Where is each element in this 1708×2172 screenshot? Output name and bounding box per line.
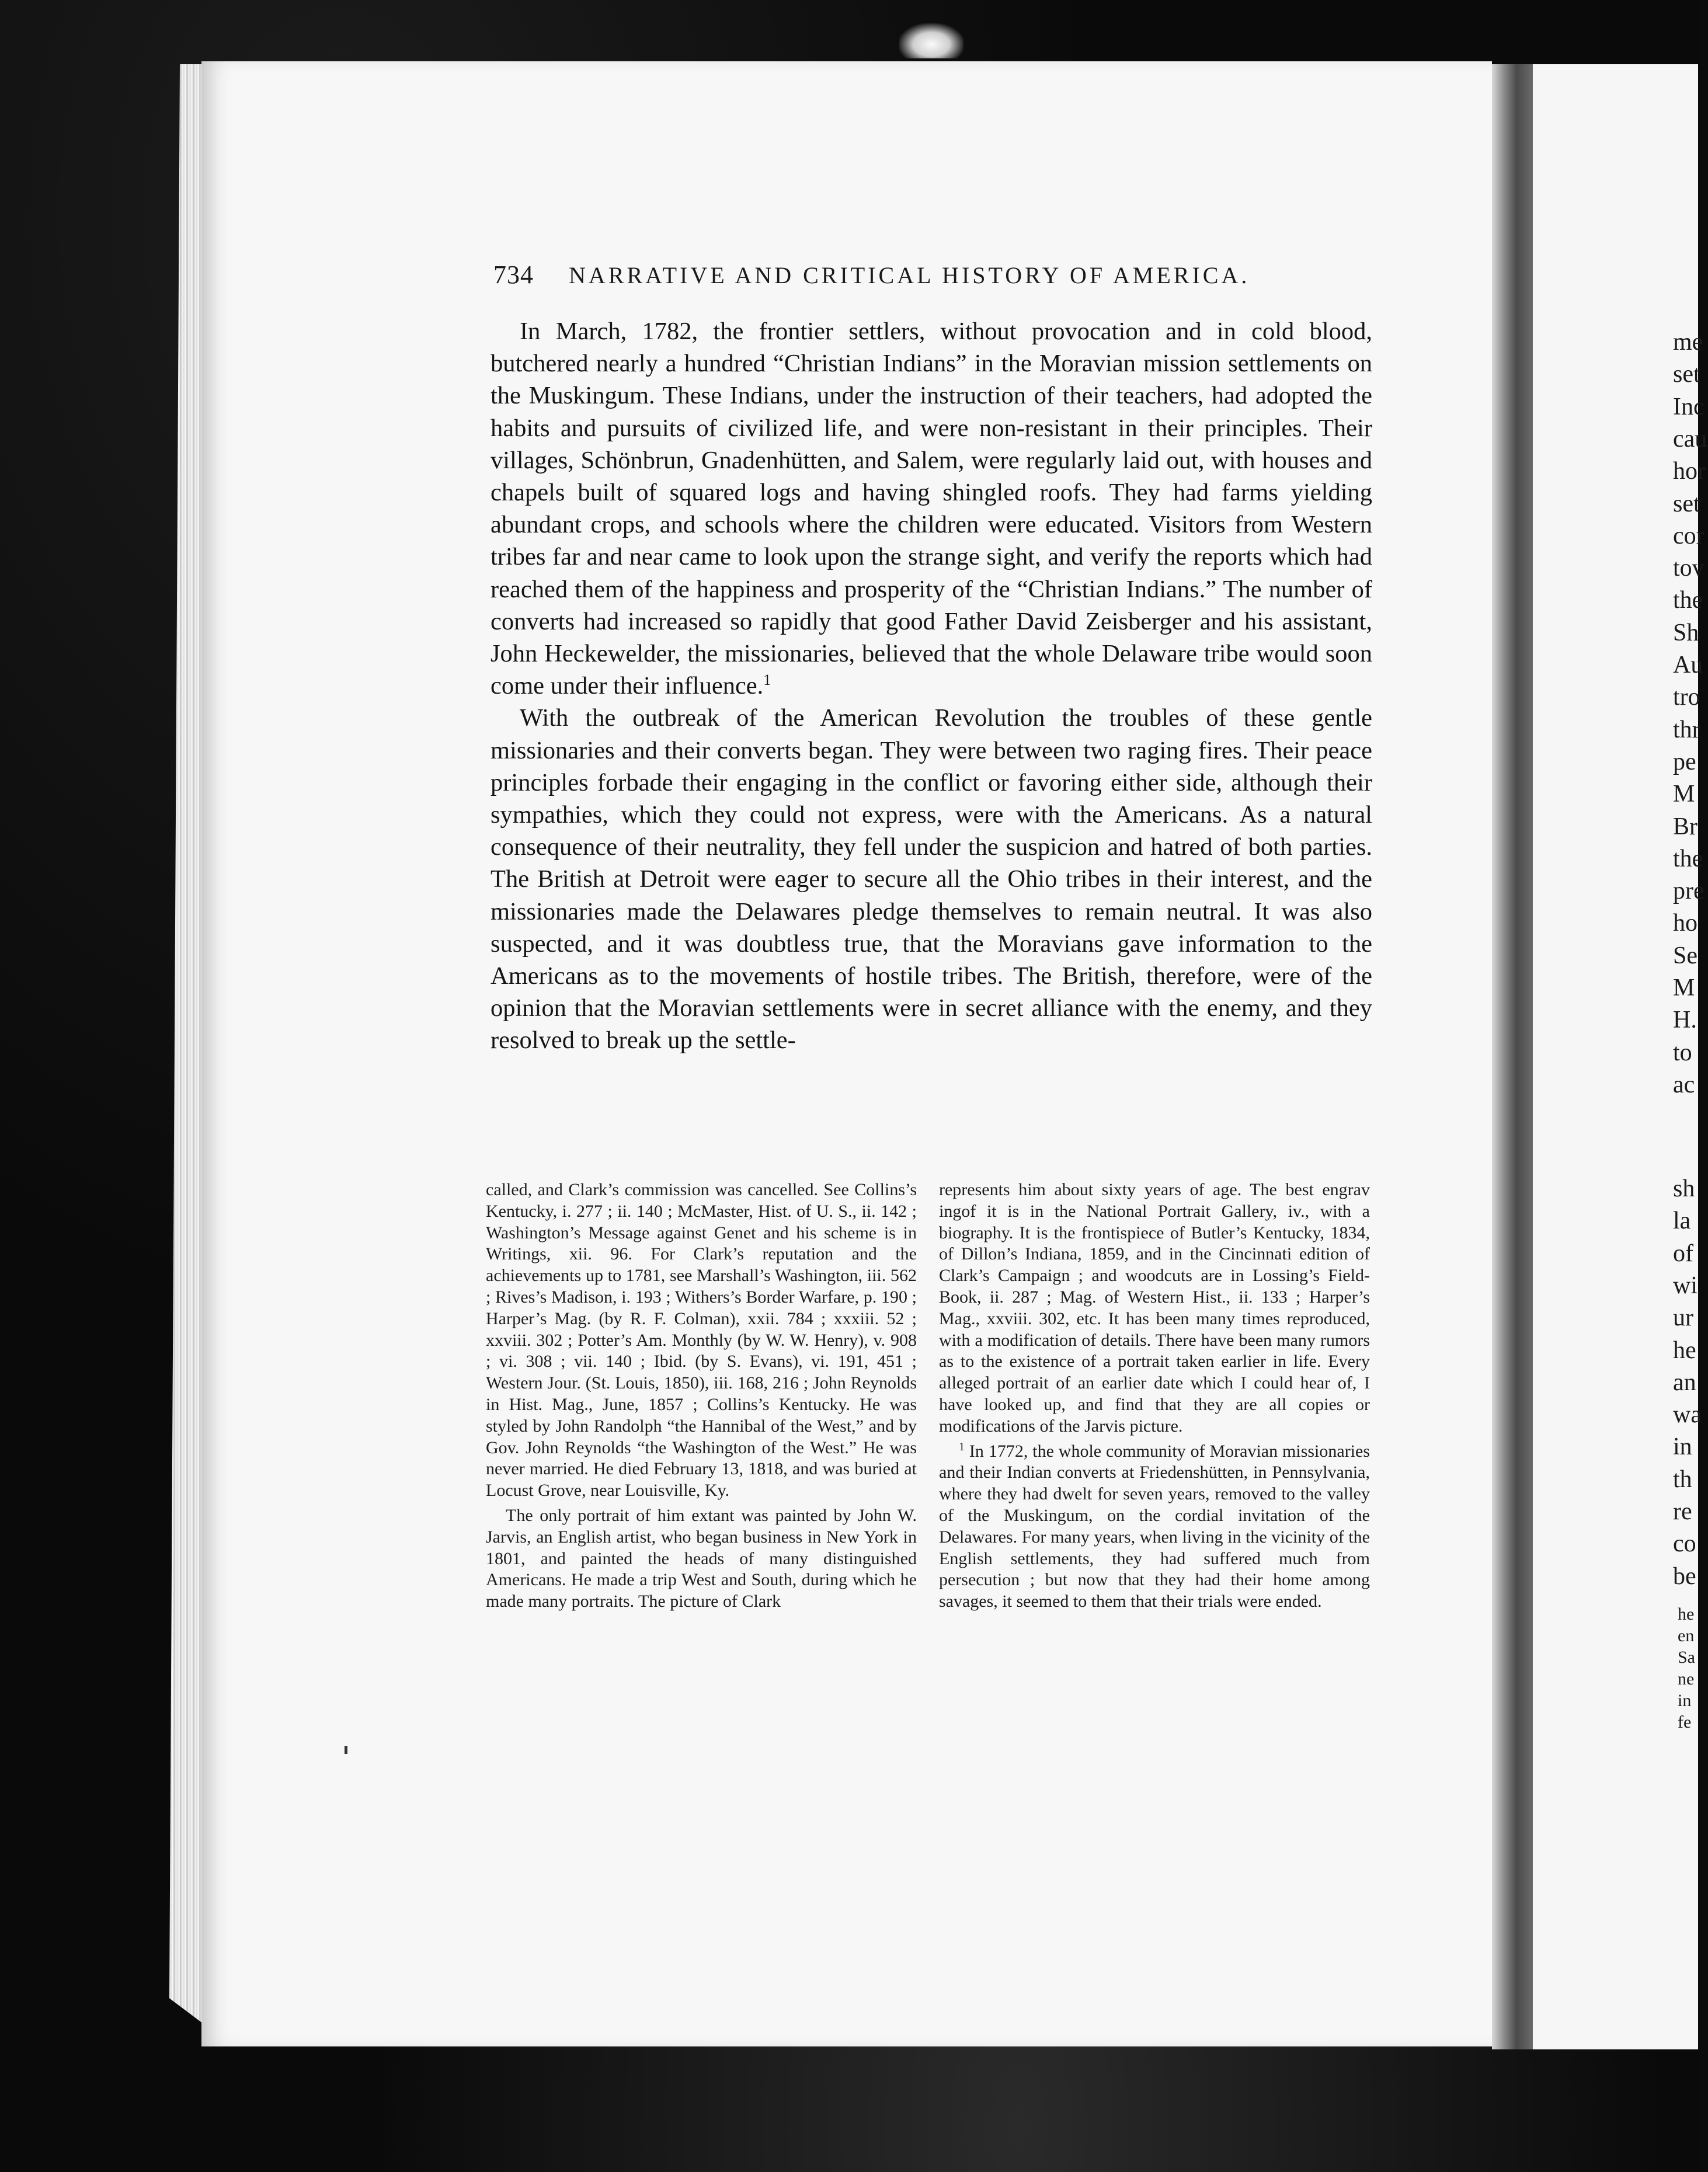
facing-page-fragment: M (1673, 781, 1695, 808)
facing-page-fragment: Br (1673, 813, 1697, 840)
facing-page-fragment: M (1673, 974, 1695, 1001)
facing-page-fragment: Se (1673, 942, 1697, 969)
facing-page-fragment: tro (1673, 684, 1700, 711)
facing-page-fragment: H. (1673, 1007, 1697, 1034)
facing-page-fragment: pe (1673, 748, 1696, 775)
footnote-text: called, and Clark’s commission was cancelled. See Collins’s Kentucky, i. 277 ; ii. 140 ; McMaster, Hist. of U. S., ii. 142 ; Washington’s Message against Genet and his scheme is in Writings, xii. 96. For Clark’s reputation and the achievements up to 1781, see Marshall’s Washington, iii. 562 ; Rives’s Madison, i. 193 ; Withers’s Border Warfare, p. 190 ; Harper’s Mag. (by R. F. Colman), xxii. 784 ; xxxiii. 52 ; xxviii. 302 ; Potter’s Am. Monthly (by W. W. Henry), v. 908 ; vi. 308 ; vii. 140 ; Ibid. (by S. Evans), vi. 191, 451 ; Western Jour. (St. Louis, 1850), iii. 168, 216 ; John Reynolds in Hist. Mag., June, 1857 ; Collins’s Kentucky. He was styled by John Randolph “the Hannibal of the West,” and by Gov. John Reynolds “the Washington of the West.” He was never married. He died February 13, 1818, and was buried at Locust Grove, near Louisville, Ky. (486, 1180, 917, 1501)
facing-page-fragment: th (1673, 1466, 1692, 1493)
facing-page-fragment: in (1678, 1691, 1692, 1710)
paragraph-text: In March, 1782, the frontier settlers, without provocation and in cold blood, butchered nearly a hundred “Christian Indians” in the Moravian mission settlements on the Muskingum. These Indians, under the instruction of their teachers, had adopted the habits and pursuits of civilized life, and were non-resistant in their principles. Their villages, Schönbrun, Gnadenhütten, and Salem, were regularly laid out, with houses and chapels built of squared logs and having shingled roofs. They had farms yielding abundant crops, and schools where the children were educated. Visitors from Western tribes far and near came to look upon the strange sight, and verify the reports which had reached them of the happiness and prosperity of the “Christian Indians.” The number of converts had increased so rapidly that good Father David Zeisberger and his assistant, John Heckewelder, the missionaries, believed that the whole Delaware tribe would soon come under their influence. (491, 318, 1372, 700)
facing-page-fragment: Inc (1673, 393, 1704, 420)
footnote-marker: 1 (959, 1440, 965, 1453)
footnote-column-right (939, 1179, 1370, 1616)
facing-page-fragment: the (1673, 845, 1703, 872)
facing-page-fragment: Sa (1678, 1648, 1695, 1667)
paragraph (491, 315, 1372, 702)
page-number: 734 (493, 260, 534, 289)
facing-page-fragment: sh (1673, 1175, 1695, 1202)
facing-page-fragment: Sh (1673, 619, 1699, 646)
facing-page-fragment: cau (1673, 425, 1707, 452)
facing-page-fragment: to (1673, 1039, 1692, 1066)
running-title: NARRATIVE AND CRITICAL HISTORY OF AMERICA. (569, 262, 1250, 288)
facing-page-fragment: of (1673, 1240, 1693, 1267)
facing-page-fragment: re (1673, 1498, 1692, 1525)
facing-page-fragment: ac (1673, 1071, 1695, 1098)
footnote-ref: 1 (763, 671, 771, 689)
facing-page-fragment: hor (1673, 458, 1706, 485)
facing-page-fragment: set (1673, 361, 1700, 388)
facing-page-fragment: co (1673, 1530, 1696, 1558)
paragraph-text: With the outbreak of the American Revolution the troubles of these gentle missionaries and their converts began. They were between two raging fires. Their peace principles forbade their engaging in the conflict or favoring either side, although their sympathies, which they could not express, were with the Americans. As a natural consequence of their neutrality, they fell under the suspicion and hatred of both parties. The British at Detroit were eager to secure all the Ohio tribes in their interest, and the missionaries made the Delawares pledge themselves to remain neutral. It was also suspected, and it was doubtless true, that the Moravians gave information to the Americans as to the movements of hostile tribes. The British, therefore, were of the opinion that the Moravian settlements were in secret alliance with the enemy, and they resolved to break up the settle- (491, 704, 1372, 1054)
facing-page-fragment: ho (1673, 910, 1697, 937)
facing-page-fragment: he (1678, 1604, 1695, 1624)
footnote-text: The only portrait of him extant was painted by John W. Jarvis, an English artist, who began business in New York in 1801, and painted the heads of many distinguished Americans. He made a trip West and South, during which he made many portraits. The picture of Clark (486, 1505, 917, 1611)
facing-page-fragment: wi (1673, 1272, 1697, 1299)
footnote (939, 1441, 1370, 1613)
facing-page-fragment: in (1673, 1433, 1692, 1461)
facing-page-fragment: an (1673, 1369, 1696, 1396)
facing-page-fragment: tov (1673, 555, 1704, 582)
facing-page-fragment: wa (1673, 1401, 1702, 1429)
facing-page-fragment: pre (1673, 878, 1704, 905)
facing-page-fragment: me (1673, 329, 1703, 356)
footnotes (486, 1179, 1370, 1616)
facing-page-fragment: set (1673, 490, 1700, 517)
facing-page-fragment: cor (1673, 522, 1704, 549)
scan-speck (345, 1746, 347, 1754)
footnote-text: represents him about sixty years of age. The best engrav ingof it is in the National Portrait Gallery, iv., with a biography. It is the frontispiece of Butler’s Kentucky, 1834, of Dillon’s Indiana, 1859, and in the Cincinnati edition of Clark’s Campaign ; and woodcuts are in Lossing’s Field-Book, ii. 287 ; Mag. of Western Hist., ii. 133 ; Harper’s Mag., xxviii. 302, etc. It has been many times reproduced, with a modification of details. There have been many rumors as to the existence of a portrait taken earlier in life. Every alleged portrait of an earlier date which I could hear of, I have looked up, and find that they are all copies or modifications of the Jarvis picture. (939, 1180, 1370, 1436)
paragraph (491, 702, 1372, 1056)
facing-page-fragment: he (1673, 1336, 1696, 1364)
running-header (493, 260, 1270, 290)
facing-page-fragment: en (1678, 1626, 1695, 1645)
main-text (491, 315, 1372, 1057)
scan-artifact (899, 23, 963, 58)
facing-page-fragment: the (1673, 587, 1703, 614)
facing-page (1533, 64, 1707, 2049)
facing-page-fragment: ur (1673, 1304, 1693, 1332)
facing-page-fragment: thr (1673, 716, 1700, 743)
facing-page-fragment: la (1673, 1207, 1691, 1235)
footnote-column-left (486, 1179, 917, 1616)
facing-page-fragment: Au (1673, 652, 1703, 678)
facing-page-fragment: ne (1678, 1669, 1695, 1689)
footnote-text: In 1772, the whole community of Moravian missionaries and their Indian converts at Friedenshütten, in Pennsylvania, where they had dwelt for seven years, removed to the valley of the Muskingum, on the cordial invitation of the Delawares. For many years, when living in the vicinity of the English settlements, they had suffered much from persecution ; but now that they had their home among savages, it seemed to them that their trials were ended. (939, 1441, 1370, 1611)
facing-page-fragment: fe (1678, 1712, 1692, 1732)
book-gutter (1492, 64, 1533, 2049)
facing-page-fragment: be (1673, 1562, 1696, 1590)
